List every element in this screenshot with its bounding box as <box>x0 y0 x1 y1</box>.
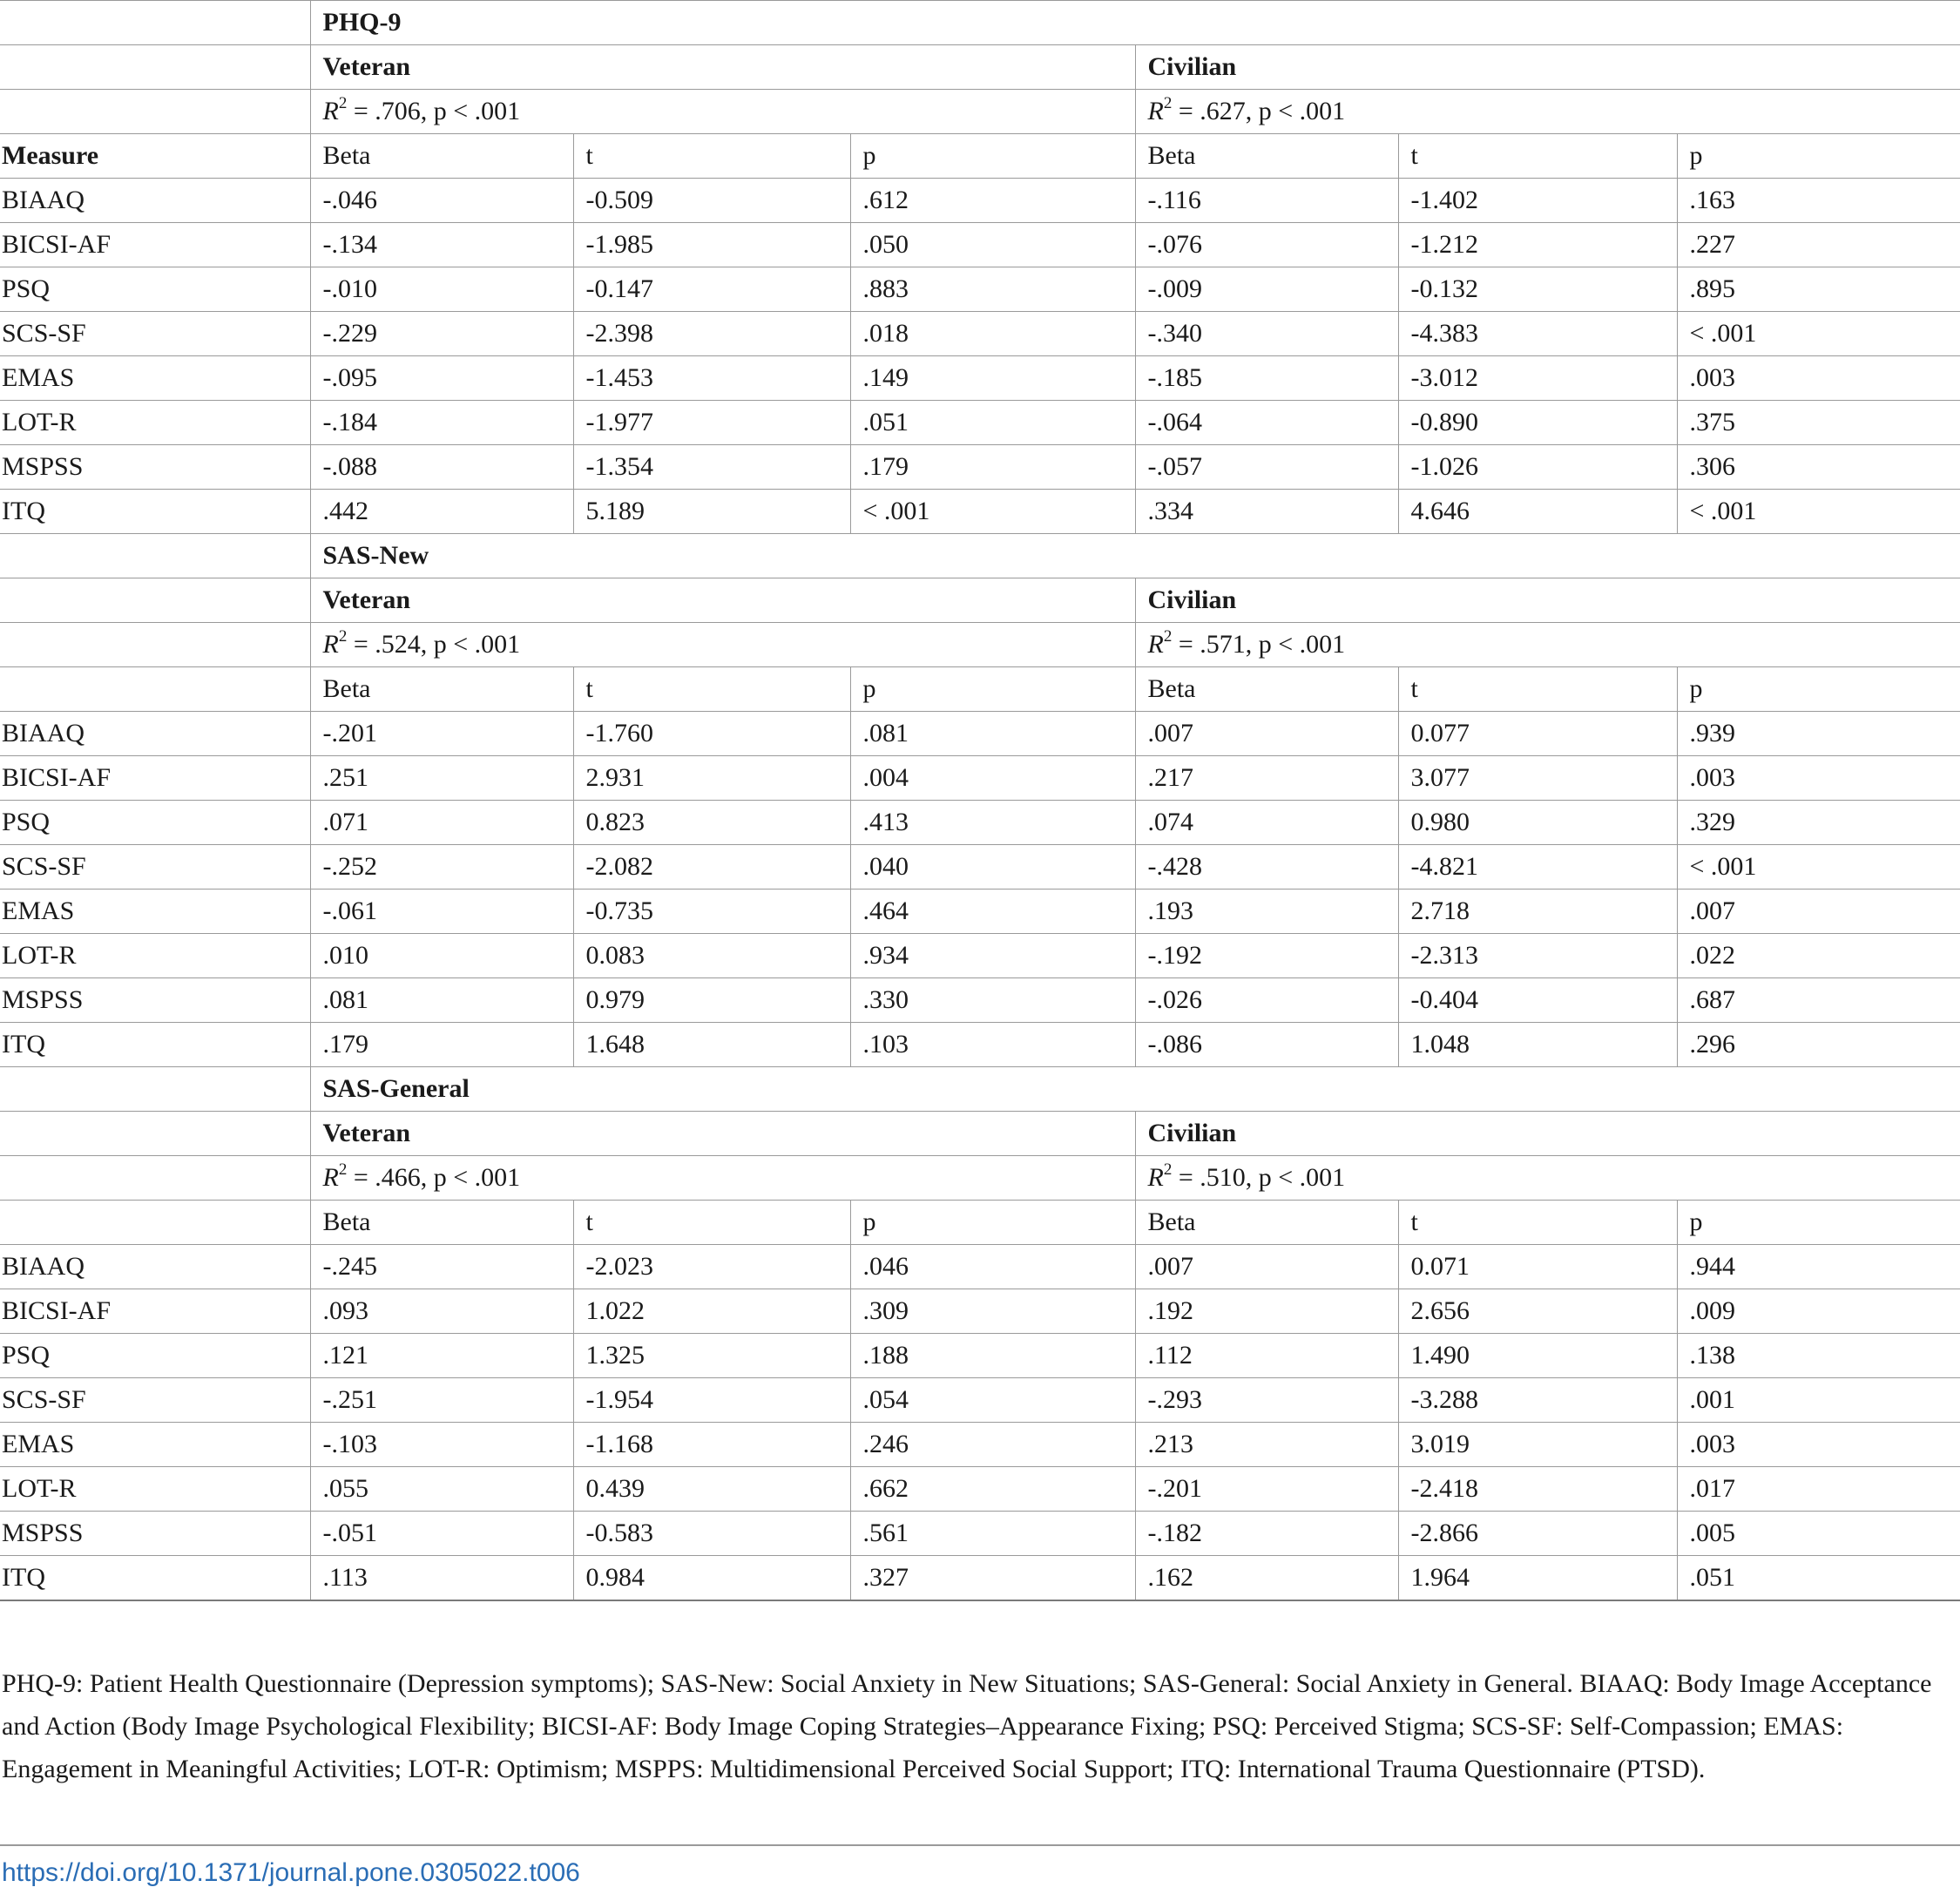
veteran-t: 0.984 <box>573 1556 850 1600</box>
empty-cell <box>0 1067 310 1112</box>
empty-cell <box>0 1112 310 1156</box>
measure-name: BICSI-AF <box>0 756 310 801</box>
veteran-beta: -.010 <box>310 267 573 312</box>
section-title-row <box>0 1067 1960 1112</box>
veteran-p: .246 <box>850 1423 1135 1467</box>
civilian-beta: -.086 <box>1135 1023 1398 1067</box>
veteran-p: .004 <box>850 756 1135 801</box>
r-symbol: R <box>322 630 339 659</box>
stat-text: = .571, p < .001 <box>1172 630 1346 659</box>
veteran-r-squared <box>310 90 1135 134</box>
civilian-p: < .001 <box>1677 490 1960 534</box>
veteran-p: .103 <box>850 1023 1135 1067</box>
section-title: SAS-General <box>310 1067 1960 1112</box>
veteran-t: -1.954 <box>573 1378 850 1423</box>
veteran-p: .179 <box>850 445 1135 490</box>
veteran-beta: .071 <box>310 801 573 845</box>
veteran-p: .040 <box>850 845 1135 890</box>
civilian-p: .939 <box>1677 712 1960 756</box>
civilian-p: .005 <box>1677 1512 1960 1556</box>
table-row <box>0 223 1960 267</box>
empty-cell <box>0 1 310 45</box>
veteran-beta: -.251 <box>310 1378 573 1423</box>
veteran-t: -0.509 <box>573 179 850 223</box>
veteran-t: -0.147 <box>573 267 850 312</box>
veteran-t: -1.354 <box>573 445 850 490</box>
civilian-header: Civilian <box>1135 45 1960 90</box>
civilian-t: 1.048 <box>1398 1023 1677 1067</box>
veteran-t: 0.083 <box>573 934 850 978</box>
veteran-t: 0.439 <box>573 1467 850 1512</box>
table-row <box>0 445 1960 490</box>
veteran-beta: -.184 <box>310 401 573 445</box>
column-header-row <box>0 667 1960 712</box>
r-symbol: R <box>322 1163 339 1192</box>
veteran-p: .051 <box>850 401 1135 445</box>
veteran-beta: -.061 <box>310 890 573 934</box>
empty-cell <box>0 534 310 578</box>
veteran-t: -1.453 <box>573 356 850 401</box>
civilian-p: .003 <box>1677 356 1960 401</box>
civilian-t: 1.964 <box>1398 1556 1677 1600</box>
measure-name: BIAAQ <box>0 712 310 756</box>
veteran-p: .081 <box>850 712 1135 756</box>
veteran-header: Veteran <box>310 578 1135 623</box>
veteran-t: 5.189 <box>573 490 850 534</box>
stat-text: = .706, p < .001 <box>347 97 521 125</box>
veteran-t: -1.977 <box>573 401 850 445</box>
civilian-t: -2.866 <box>1398 1512 1677 1556</box>
r-superscript: 2 <box>1163 94 1173 112</box>
civilian-t-header: t <box>1398 1201 1677 1245</box>
table-row <box>0 1423 1960 1467</box>
table-row <box>0 978 1960 1023</box>
veteran-t: -1.760 <box>573 712 850 756</box>
measure-header: Measure <box>0 134 310 179</box>
civilian-p: .001 <box>1677 1378 1960 1423</box>
veteran-header: Veteran <box>310 45 1135 90</box>
civilian-t: 0.980 <box>1398 801 1677 845</box>
veteran-beta: -.088 <box>310 445 573 490</box>
veteran-p: .561 <box>850 1512 1135 1556</box>
table-row <box>0 1289 1960 1334</box>
r-squared-row <box>0 1156 1960 1201</box>
r-symbol: R <box>322 97 339 125</box>
civilian-p-header: p <box>1677 134 1960 179</box>
veteran-beta: -.103 <box>310 1423 573 1467</box>
group-header-row <box>0 1112 1960 1156</box>
measure-name: BIAAQ <box>0 179 310 223</box>
veteran-t: 1.325 <box>573 1334 850 1378</box>
measure-name: BIAAQ <box>0 1245 310 1289</box>
empty-cell <box>0 623 310 667</box>
section-title: PHQ-9 <box>310 1 1960 45</box>
veteran-r-squared <box>310 1156 1135 1201</box>
table-row <box>0 490 1960 534</box>
veteran-p: .612 <box>850 179 1135 223</box>
measure-name: MSPSS <box>0 978 310 1023</box>
civilian-p: .895 <box>1677 267 1960 312</box>
veteran-p: .934 <box>850 934 1135 978</box>
table-row <box>0 356 1960 401</box>
r-superscript: 2 <box>1163 1160 1173 1179</box>
civilian-beta: .192 <box>1135 1289 1398 1334</box>
civilian-beta: -.201 <box>1135 1467 1398 1512</box>
table-row <box>0 1023 1960 1067</box>
footer-divider <box>0 1844 1960 1846</box>
table-row <box>0 312 1960 356</box>
civilian-t: 3.077 <box>1398 756 1677 801</box>
measure-name: SCS-SF <box>0 845 310 890</box>
civilian-t: 0.071 <box>1398 1245 1677 1289</box>
civilian-t: -1.212 <box>1398 223 1677 267</box>
table-row <box>0 1556 1960 1600</box>
table-row <box>0 267 1960 312</box>
table-row <box>0 1334 1960 1378</box>
table-row <box>0 179 1960 223</box>
civilian-beta: -.009 <box>1135 267 1398 312</box>
measure-name: ITQ <box>0 1556 310 1600</box>
veteran-header: Veteran <box>310 1112 1135 1156</box>
civilian-t-header: t <box>1398 134 1677 179</box>
measure-name: LOT-R <box>0 401 310 445</box>
group-header-row <box>0 45 1960 90</box>
r-superscript: 2 <box>338 1160 348 1179</box>
civilian-t: -0.404 <box>1398 978 1677 1023</box>
civilian-p: .329 <box>1677 801 1960 845</box>
veteran-t: 1.648 <box>573 1023 850 1067</box>
empty-cell <box>0 45 310 90</box>
veteran-t: 2.931 <box>573 756 850 801</box>
doi-link[interactable]: https://doi.org/10.1371/journal.pone.0305022.t006 <box>2 1858 580 1887</box>
measure-name: LOT-R <box>0 934 310 978</box>
measure-name: ITQ <box>0 490 310 534</box>
measure-name: EMAS <box>0 1423 310 1467</box>
civilian-t: 1.490 <box>1398 1334 1677 1378</box>
civilian-beta: -.185 <box>1135 356 1398 401</box>
civilian-t: -4.821 <box>1398 845 1677 890</box>
civilian-beta-header: Beta <box>1135 134 1398 179</box>
r-squared-row <box>0 90 1960 134</box>
civilian-t: -3.288 <box>1398 1378 1677 1423</box>
r-squared-row <box>0 623 1960 667</box>
civilian-p: .944 <box>1677 1245 1960 1289</box>
civilian-beta: -.182 <box>1135 1512 1398 1556</box>
measure-name: MSPSS <box>0 445 310 490</box>
veteran-beta: .010 <box>310 934 573 978</box>
veteran-p: .327 <box>850 1556 1135 1600</box>
civilian-beta: -.116 <box>1135 179 1398 223</box>
civilian-p: .375 <box>1677 401 1960 445</box>
r-symbol: R <box>1147 1163 1164 1192</box>
section-title-row <box>0 1 1960 45</box>
veteran-p: .050 <box>850 223 1135 267</box>
civilian-beta: .213 <box>1135 1423 1398 1467</box>
veteran-p: .018 <box>850 312 1135 356</box>
empty-cell <box>0 667 310 712</box>
veteran-p: .464 <box>850 890 1135 934</box>
civilian-p: .022 <box>1677 934 1960 978</box>
veteran-beta: .179 <box>310 1023 573 1067</box>
table-row <box>0 712 1960 756</box>
measure-name: PSQ <box>0 267 310 312</box>
veteran-p: .046 <box>850 1245 1135 1289</box>
stat-text: = .510, p < .001 <box>1172 1163 1346 1192</box>
veteran-beta: .442 <box>310 490 573 534</box>
veteran-beta: -.051 <box>310 1512 573 1556</box>
measure-name: BICSI-AF <box>0 1289 310 1334</box>
veteran-beta: -.201 <box>310 712 573 756</box>
r-superscript: 2 <box>338 627 348 646</box>
veteran-beta: -.095 <box>310 356 573 401</box>
civilian-beta: -.026 <box>1135 978 1398 1023</box>
civilian-t: -1.026 <box>1398 445 1677 490</box>
empty-cell <box>0 578 310 623</box>
civilian-p: .687 <box>1677 978 1960 1023</box>
stat-text: = .627, p < .001 <box>1172 97 1346 125</box>
civilian-p: .009 <box>1677 1289 1960 1334</box>
civilian-p: .003 <box>1677 1423 1960 1467</box>
table-body <box>0 1 1960 1600</box>
section-title-row <box>0 534 1960 578</box>
veteran-t: -0.735 <box>573 890 850 934</box>
section-title: SAS-New <box>310 534 1960 578</box>
veteran-beta: .081 <box>310 978 573 1023</box>
measure-name: MSPSS <box>0 1512 310 1556</box>
civilian-r-squared <box>1135 90 1960 134</box>
civilian-beta: .007 <box>1135 712 1398 756</box>
veteran-t: -0.583 <box>573 1512 850 1556</box>
column-header-row <box>0 1201 1960 1245</box>
measure-name: EMAS <box>0 890 310 934</box>
civilian-beta: .217 <box>1135 756 1398 801</box>
civilian-t: 3.019 <box>1398 1423 1677 1467</box>
civilian-beta: -.428 <box>1135 845 1398 890</box>
civilian-beta: -.293 <box>1135 1378 1398 1423</box>
r-superscript: 2 <box>1163 627 1173 646</box>
civilian-p: .007 <box>1677 890 1960 934</box>
veteran-t: -1.985 <box>573 223 850 267</box>
civilian-t: -2.313 <box>1398 934 1677 978</box>
veteran-t-header: t <box>573 667 850 712</box>
veteran-p: .309 <box>850 1289 1135 1334</box>
civilian-beta-header: Beta <box>1135 667 1398 712</box>
veteran-p: .413 <box>850 801 1135 845</box>
civilian-beta: .193 <box>1135 890 1398 934</box>
civilian-beta-header: Beta <box>1135 1201 1398 1245</box>
veteran-p: .662 <box>850 1467 1135 1512</box>
civilian-beta: .334 <box>1135 490 1398 534</box>
civilian-p: .227 <box>1677 223 1960 267</box>
veteran-t: 0.979 <box>573 978 850 1023</box>
veteran-beta: -.046 <box>310 179 573 223</box>
civilian-beta: -.057 <box>1135 445 1398 490</box>
veteran-beta: -.252 <box>310 845 573 890</box>
civilian-p: .138 <box>1677 1334 1960 1378</box>
r-superscript: 2 <box>338 94 348 112</box>
measure-name: LOT-R <box>0 1467 310 1512</box>
veteran-p: .330 <box>850 978 1135 1023</box>
veteran-beta-header: Beta <box>310 134 573 179</box>
veteran-t: -2.023 <box>573 1245 850 1289</box>
table-row <box>0 1512 1960 1556</box>
civilian-t: 4.646 <box>1398 490 1677 534</box>
measure-name: PSQ <box>0 1334 310 1378</box>
civilian-header: Civilian <box>1135 1112 1960 1156</box>
civilian-t: -1.402 <box>1398 179 1677 223</box>
measure-name: PSQ <box>0 801 310 845</box>
civilian-p: .003 <box>1677 756 1960 801</box>
veteran-p: .054 <box>850 1378 1135 1423</box>
veteran-t: 0.823 <box>573 801 850 845</box>
civilian-p: .017 <box>1677 1467 1960 1512</box>
veteran-beta: .251 <box>310 756 573 801</box>
table-footnote: PHQ-9: Patient Health Questionnaire (Depression symptoms); SAS-New: Social Anxiety in New Situations; SAS-General: Social Anxiety in General. BIAAQ: Body Image Acceptance and Action (Body Image Psychological Flexibility; BICSI-AF: Body Image Coping Strategies–Appearance Fixing; PSQ: Perceived Stigma; SCS-SF: Self-Compassion; EMAS: Engagement in Meaningful Activities; LOT-R: Optimism; MSPPS: Multidimensional Perceived Social Support; ITQ: International Trauma Questionnaire (PTSD). <box>2 1669 1932 1783</box>
table-row <box>0 845 1960 890</box>
table-row <box>0 756 1960 801</box>
civilian-t: -4.383 <box>1398 312 1677 356</box>
civilian-beta: .112 <box>1135 1334 1398 1378</box>
veteran-beta: .113 <box>310 1556 573 1600</box>
civilian-r-squared <box>1135 623 1960 667</box>
civilian-p: < .001 <box>1677 312 1960 356</box>
veteran-t: -1.168 <box>573 1423 850 1467</box>
veteran-t-header: t <box>573 1201 850 1245</box>
veteran-t: -2.082 <box>573 845 850 890</box>
civilian-beta: -.064 <box>1135 401 1398 445</box>
civilian-t-header: t <box>1398 667 1677 712</box>
empty-cell <box>0 1156 310 1201</box>
civilian-beta: -.340 <box>1135 312 1398 356</box>
table-row <box>0 890 1960 934</box>
veteran-beta: .121 <box>310 1334 573 1378</box>
veteran-p-header: p <box>850 134 1135 179</box>
veteran-p-header: p <box>850 1201 1135 1245</box>
stat-text: = .466, p < .001 <box>347 1163 521 1192</box>
empty-cell <box>0 90 310 134</box>
group-header-row <box>0 578 1960 623</box>
civilian-t: -0.890 <box>1398 401 1677 445</box>
measure-name: SCS-SF <box>0 312 310 356</box>
r-symbol: R <box>1147 97 1164 125</box>
veteran-beta: .055 <box>310 1467 573 1512</box>
veteran-beta-header: Beta <box>310 667 573 712</box>
empty-cell <box>0 1201 310 1245</box>
veteran-beta: .093 <box>310 1289 573 1334</box>
veteran-p: < .001 <box>850 490 1135 534</box>
civilian-beta: .074 <box>1135 801 1398 845</box>
civilian-t: 2.656 <box>1398 1289 1677 1334</box>
veteran-p: .883 <box>850 267 1135 312</box>
veteran-beta: -.229 <box>310 312 573 356</box>
veteran-p-header: p <box>850 667 1135 712</box>
civilian-beta: .162 <box>1135 1556 1398 1600</box>
measure-name: BICSI-AF <box>0 223 310 267</box>
civilian-beta: -.076 <box>1135 223 1398 267</box>
column-header-row <box>0 134 1960 179</box>
measure-name: SCS-SF <box>0 1378 310 1423</box>
table-row <box>0 1467 1960 1512</box>
civilian-header: Civilian <box>1135 578 1960 623</box>
veteran-beta: -.134 <box>310 223 573 267</box>
r-symbol: R <box>1147 630 1164 659</box>
veteran-r-squared <box>310 623 1135 667</box>
veteran-t: -2.398 <box>573 312 850 356</box>
civilian-p: .296 <box>1677 1023 1960 1067</box>
measure-name: ITQ <box>0 1023 310 1067</box>
table-row <box>0 801 1960 845</box>
civilian-p-header: p <box>1677 667 1960 712</box>
stat-text: = .524, p < .001 <box>347 630 521 659</box>
civilian-beta: .007 <box>1135 1245 1398 1289</box>
civilian-t: 2.718 <box>1398 890 1677 934</box>
civilian-t: -3.012 <box>1398 356 1677 401</box>
civilian-beta: -.192 <box>1135 934 1398 978</box>
veteran-t: 1.022 <box>573 1289 850 1334</box>
civilian-t: -2.418 <box>1398 1467 1677 1512</box>
table-row <box>0 401 1960 445</box>
table-row <box>0 1245 1960 1289</box>
table-row <box>0 934 1960 978</box>
table-row <box>0 1378 1960 1423</box>
veteran-beta-header: Beta <box>310 1201 573 1245</box>
civilian-t: 0.077 <box>1398 712 1677 756</box>
civilian-r-squared <box>1135 1156 1960 1201</box>
veteran-p: .149 <box>850 356 1135 401</box>
measure-name: EMAS <box>0 356 310 401</box>
civilian-p: .051 <box>1677 1556 1960 1600</box>
civilian-p: .306 <box>1677 445 1960 490</box>
veteran-p: .188 <box>850 1334 1135 1378</box>
civilian-p-header: p <box>1677 1201 1960 1245</box>
civilian-t: -0.132 <box>1398 267 1677 312</box>
civilian-p: < .001 <box>1677 845 1960 890</box>
veteran-beta: -.245 <box>310 1245 573 1289</box>
civilian-p: .163 <box>1677 179 1960 223</box>
veteran-t-header: t <box>573 134 850 179</box>
